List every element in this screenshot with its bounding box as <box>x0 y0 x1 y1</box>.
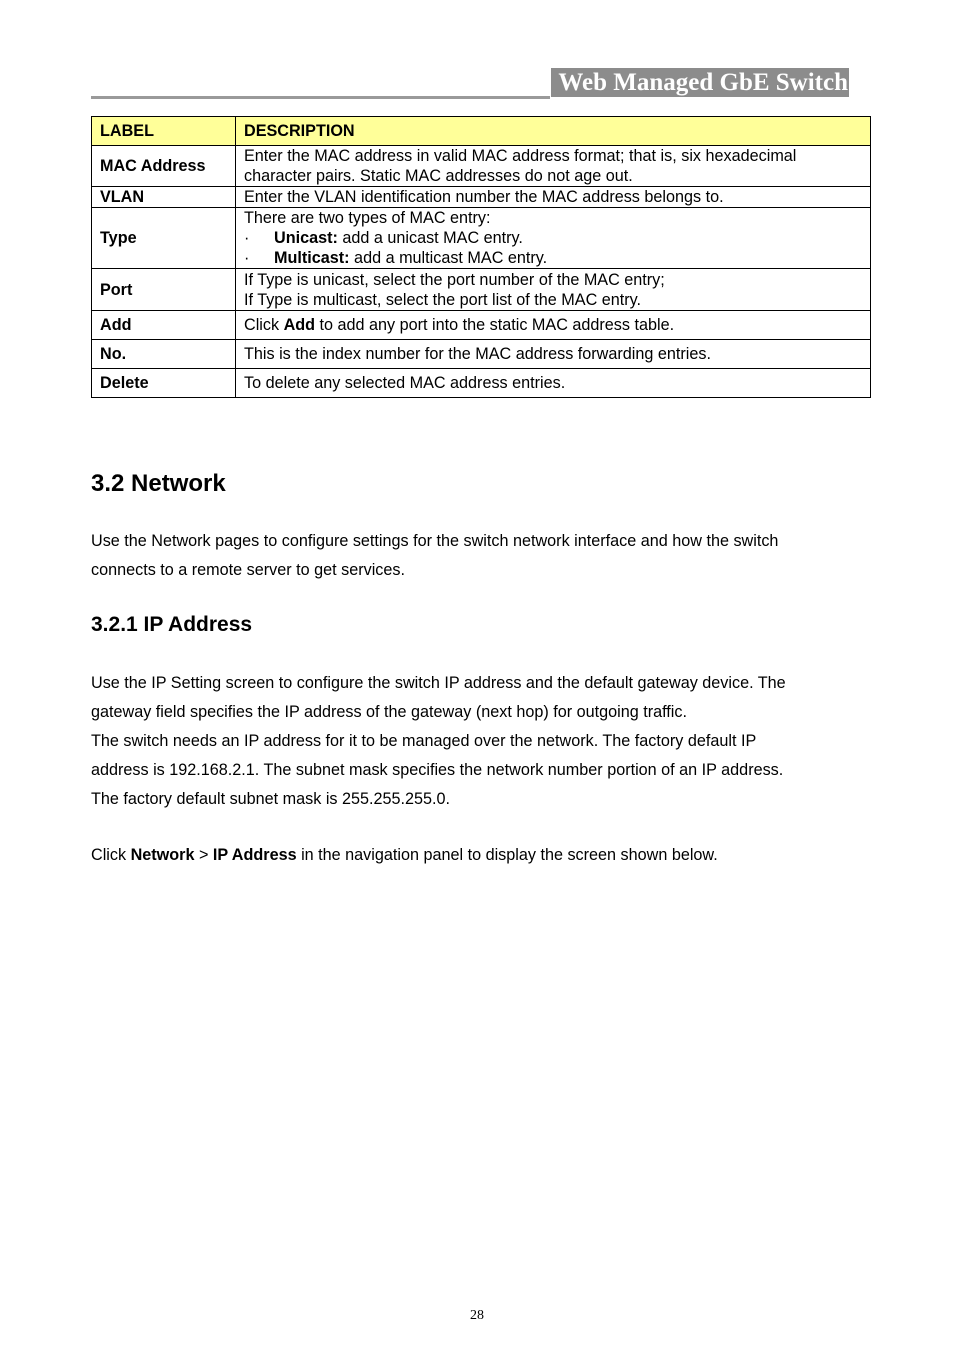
description-line: This is the index number for the MAC address forwarding entries. <box>244 345 711 363</box>
row-description <box>236 146 871 187</box>
description-line: If Type is unicast, select the port number of the MAC entry; <box>244 270 665 289</box>
instruction-separator: > <box>194 846 213 864</box>
table-row <box>92 146 871 187</box>
row-description <box>236 340 871 369</box>
table-header-row <box>92 117 871 146</box>
paragraph-line: Use the Network pages to configure settings for the switch network interface and how the switch <box>91 532 779 550</box>
bullet-term: Unicast: <box>274 229 338 247</box>
page-number: 28 <box>470 1308 484 1323</box>
table-row <box>92 311 871 340</box>
paragraph-line: address is 192.168.2.1. The subnet mask specifies the network number portion of an IP address. <box>91 761 784 779</box>
bullet-term: Multicast: <box>274 249 350 267</box>
column-header: DESCRIPTION <box>236 117 871 146</box>
bullet-item <box>244 228 862 248</box>
description-line: Enter the MAC address in valid MAC address format; that is, six hexadecimal <box>244 147 797 165</box>
table-row <box>92 187 871 208</box>
table-row <box>92 208 871 269</box>
row-description <box>236 187 871 208</box>
row-label: Add <box>92 311 236 340</box>
column-header: LABEL <box>92 117 236 146</box>
subsection-heading: 3.2.1 IP Address <box>91 613 253 636</box>
row-description <box>236 208 871 269</box>
instruction-text: in the navigation panel to display the screen shown below. <box>296 846 718 864</box>
row-label: Type <box>92 208 236 269</box>
description-line: Enter the VLAN identification number the MAC address belongs to. <box>244 188 724 206</box>
nav-term-network: Network <box>130 846 195 864</box>
header-title: Web Managed GbE Switch <box>551 68 849 97</box>
table-row <box>92 269 871 311</box>
paragraph-line: The switch needs an IP address for it to be managed over the network. The factory default IP <box>91 732 757 750</box>
subsection-paragraph <box>91 669 881 814</box>
header-rule <box>91 96 550 99</box>
row-label: Port <box>92 269 236 311</box>
description-table <box>91 116 871 398</box>
bullet-mark: · <box>244 249 250 267</box>
description-line: If Type is multicast, select the port list of the MAC entry. <box>244 290 642 309</box>
bullet-item <box>244 248 862 268</box>
nav-term-ip-address: IP Address <box>212 846 297 864</box>
description-text: to add any port into the static MAC address table. <box>315 316 675 334</box>
description-line: To delete any selected MAC address entries. <box>244 374 566 392</box>
row-description <box>236 369 871 398</box>
instruction-text: Click <box>91 846 131 864</box>
bullet-text: add a multicast MAC entry. <box>349 249 548 267</box>
paragraph-line: connects to a remote server to get services. <box>91 561 405 579</box>
navigation-instruction <box>91 841 881 870</box>
row-label: No. <box>92 340 236 369</box>
paragraph-line: gateway field specifies the IP address of the gateway (next hop) for outgoing traffic. <box>91 703 687 721</box>
description-text: Click <box>244 316 284 334</box>
row-label: VLAN <box>92 187 236 208</box>
table-row <box>92 340 871 369</box>
row-label: Delete <box>92 369 236 398</box>
bullet-mark: · <box>244 229 250 247</box>
row-description <box>236 311 871 340</box>
section-intro <box>91 527 881 585</box>
paragraph-line: The factory default subnet mask is 255.255.255.0. <box>91 790 451 808</box>
description-line: There are two types of MAC entry: <box>244 209 491 227</box>
table-row <box>92 369 871 398</box>
section-heading: 3.2 Network <box>91 470 226 497</box>
description-term: Add <box>283 316 316 334</box>
row-label: MAC Address <box>92 146 236 187</box>
paragraph-line: Use the IP Setting screen to configure the switch IP address and the default gateway device. The <box>91 674 786 692</box>
description-line: character pairs. Static MAC addresses do not age out. <box>244 167 633 185</box>
row-description <box>236 269 871 311</box>
bullet-text: add a unicast MAC entry. <box>337 229 523 247</box>
